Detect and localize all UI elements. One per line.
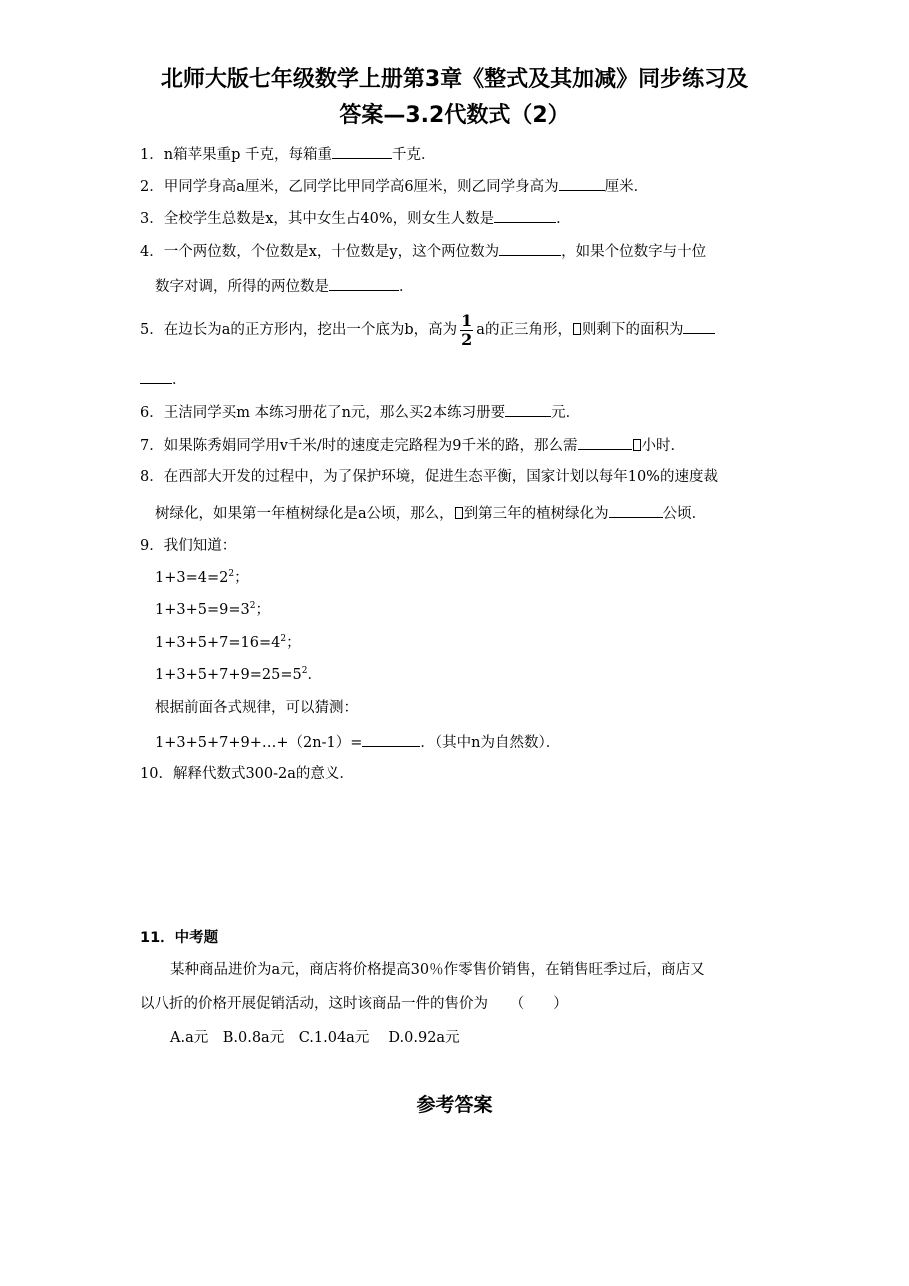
semicolon: ； — [286, 635, 301, 651]
fraction-numerator: 1 — [461, 310, 473, 330]
question-7-text: 7．如果陈秀娟同学用v千米/时的速度走完路程为9千米的路，那么需 — [140, 438, 578, 454]
question-6-text: 6．王洁同学买m 本练习册花了n元，那么买2本练习册要 — [140, 405, 506, 421]
document-title-line1: 北师大版七年级数学上册第3章《整式及其加减》同步练习及 — [160, 67, 749, 92]
exponent: 2 — [280, 634, 287, 644]
document-title-line2: 答案—3.2代数式（2） — [339, 103, 570, 128]
question-3-suffix: ． — [556, 211, 571, 227]
question-4-suffix: ，如果个位数字与十位 — [561, 244, 707, 260]
question-9-equation-3 — [155, 633, 301, 653]
missing-glyph-box-icon — [633, 439, 641, 451]
question-6 — [140, 401, 580, 423]
equation-text: 1+3+5=9=3 — [155, 602, 250, 618]
question-9-guess: 根据前面各式规律，可以猜测： — [155, 700, 358, 716]
question-1-suffix: 千克． — [391, 147, 436, 163]
question-9-intro: 9．我们知道： — [140, 538, 237, 554]
answer-blank — [332, 143, 392, 159]
answer-blank — [683, 318, 715, 334]
question-2-text: 2．甲同学身高a厘米，乙同学比甲同学高6厘米，则乙同学身高为 — [140, 179, 559, 195]
answer-blank — [505, 401, 551, 417]
exponent: 2 — [249, 601, 256, 611]
fraction-denominator: 2 — [461, 329, 473, 349]
question-3 — [140, 207, 571, 229]
answer-blank — [494, 207, 556, 223]
equation-text: 1+3+5+7=16=4 — [155, 635, 281, 651]
question-5-line2 — [140, 368, 187, 390]
question-2 — [140, 175, 648, 197]
semicolon: ； — [234, 570, 249, 586]
exponent: 2 — [228, 569, 235, 579]
question-10: 10．解释代数式300-2a的意义． — [140, 766, 354, 782]
question-7-suffix: 小时． — [641, 438, 686, 454]
semicolon: ； — [255, 602, 270, 618]
question-5 — [140, 310, 715, 350]
question-5-after-fraction: a的正三角形， — [476, 322, 572, 338]
answers-heading: 参考答案 — [416, 1094, 493, 1116]
question-11-options: A.a元 B.0.8a元 C.1.04a元 D.0.92a元 — [170, 1030, 460, 1046]
equation-text: 1+3+5+7+9=25=5 — [155, 667, 302, 683]
answer-blank — [329, 275, 399, 291]
question-6-suffix: 元． — [551, 405, 581, 421]
answer-blank — [609, 502, 663, 518]
answer-blank — [362, 731, 420, 747]
question-8 — [140, 467, 718, 487]
missing-glyph-box-icon — [573, 323, 581, 335]
question-9-equation-4 — [155, 665, 322, 685]
exponent: 2 — [301, 666, 308, 676]
question-11-line2: 以八折的价格开展促销活动，这时该商品一件的售价为 （ ） — [140, 996, 568, 1012]
question-5-line2-suffix: ． — [172, 372, 187, 388]
question-1-text: 1．n箱苹果重p 千克，每箱重 — [140, 147, 332, 163]
missing-glyph-box-icon — [455, 507, 463, 519]
answer-blank — [140, 368, 172, 384]
question-2-suffix: 厘米． — [604, 179, 649, 195]
answer-blank — [499, 240, 561, 256]
fraction-one-half — [460, 312, 473, 349]
question-9-formula-suffix: ．（其中n为自然数）． — [420, 735, 561, 751]
question-8-line2-mid: 到第三年的植树绿化为 — [463, 506, 609, 522]
question-4-line2 — [155, 275, 414, 297]
question-7 — [140, 434, 685, 456]
answer-blank — [578, 434, 632, 450]
question-8-line2-text: 树绿化，如果第一年植树绿化是a公顷，那么， — [155, 506, 454, 522]
question-8-line2-suffix: 公顷． — [662, 506, 707, 522]
question-3-text: 3．全校学生总数是x，其中女生占40%，则女生人数是 — [140, 211, 495, 227]
answer-blank — [559, 175, 605, 191]
question-11-heading: 11．中考题 — [140, 930, 219, 946]
question-4-line2-suffix: ． — [399, 279, 414, 295]
question-11-line1: 某种商品进价为a元，商店将价格提高30％作零售价销售，在销售旺季过后，商店又 — [170, 962, 705, 978]
question-1 — [140, 143, 435, 165]
question-8-text: 8．在西部大开发的过程中，为了保护环境，促进生态平衡，国家计划以每年10%的速度裁 — [140, 469, 718, 485]
question-4-line2-text: 数字对调，所得的两位数是 — [155, 279, 329, 295]
question-4-text: 4．一个两位数，个位数是x，十位数是y，这个两位数为 — [140, 244, 500, 260]
question-8-line2 — [155, 502, 706, 524]
question-9-formula-text: 1+3+5+7+9+…+（2n-1）= — [155, 735, 363, 751]
question-9-equation-1 — [155, 568, 249, 588]
period: ． — [307, 667, 322, 683]
equation-text: 1+3=4=2 — [155, 570, 229, 586]
question-5-after-box: 则剩下的面积为 — [581, 322, 684, 338]
question-9-formula — [155, 731, 560, 753]
question-5-text: 5．在边长为a的正方形内，挖出一个底为b，高为 — [140, 322, 458, 338]
question-9-equation-2 — [155, 600, 270, 620]
question-4 — [140, 240, 706, 262]
